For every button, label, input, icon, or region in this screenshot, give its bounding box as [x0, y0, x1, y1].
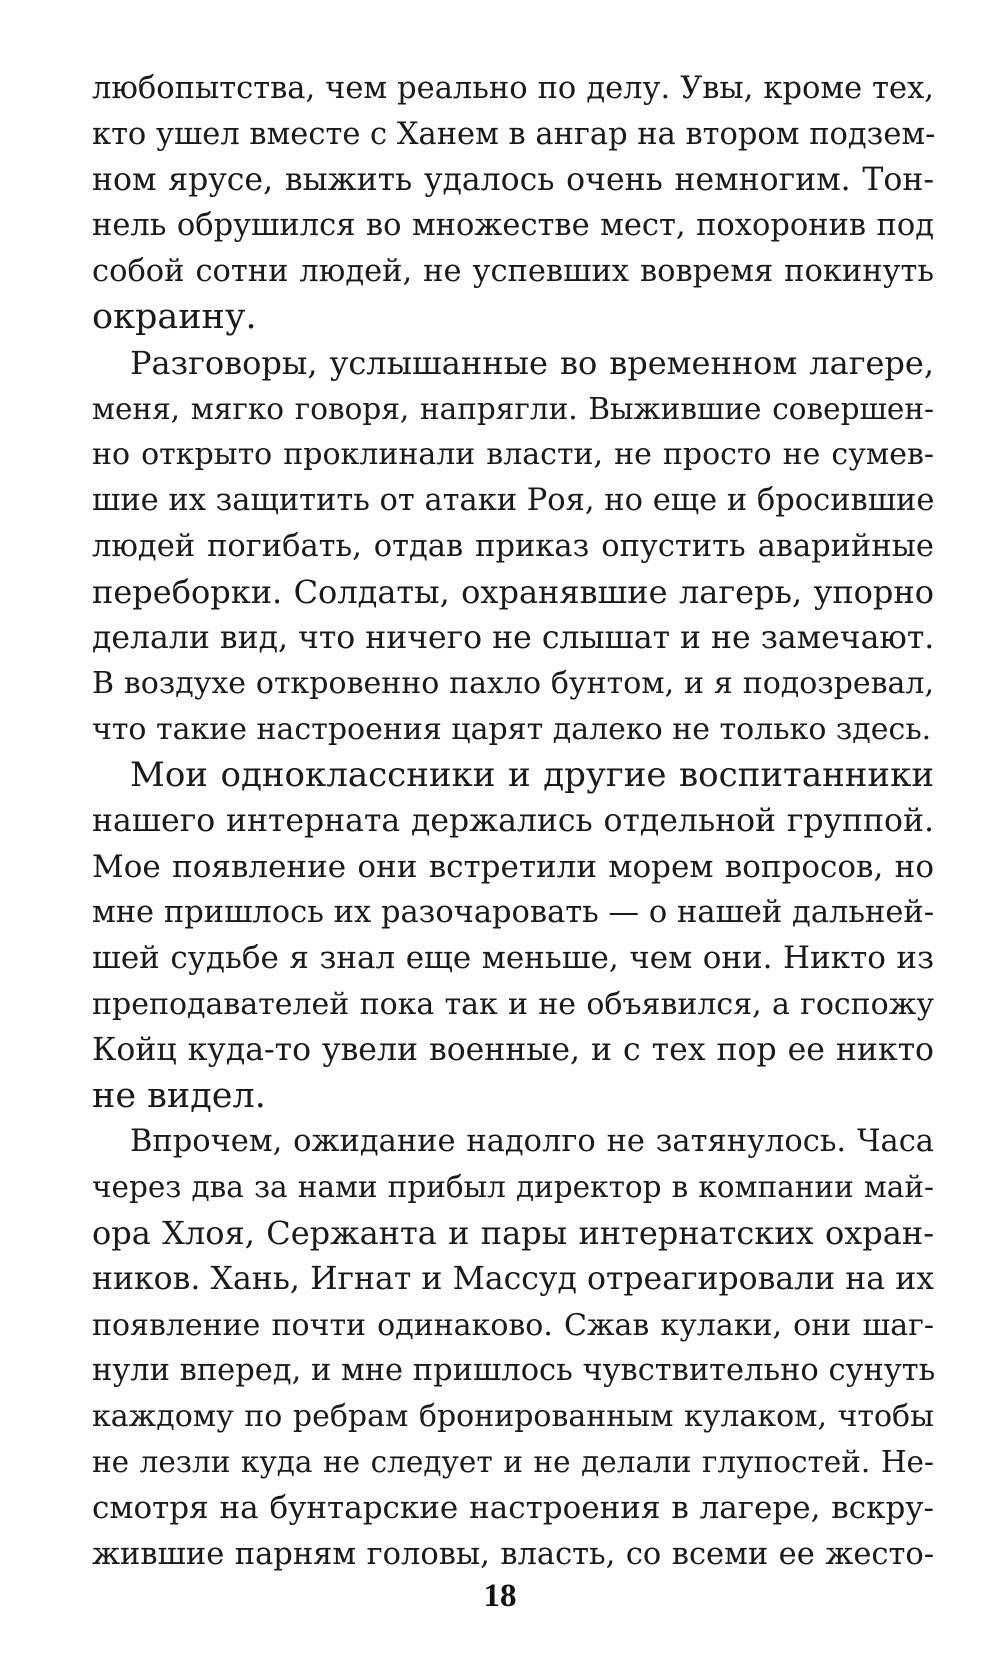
text-line: смотря на бунтарские настроения в лагере, вскру-	[92, 1489, 934, 1526]
text-line: переборки. Солдаты, охранявшие лагерь, упорно	[92, 572, 934, 611]
text-line: что такие настроения царят далеко не только здесь.	[92, 712, 932, 748]
text-line: ников. Хань, Игнат и Массуд отреагировали на их	[92, 1260, 934, 1297]
text-line: не лезли куда не следует и не делали глупостей. Не-	[92, 1444, 934, 1479]
text-line: шие их защитить от атаки Роя, но еще и бросившие	[92, 483, 935, 519]
text-line: нули вперед, и мне пришлось чувствительно сунуть	[92, 1353, 936, 1389]
body-text	[92, 66, 934, 1577]
text-line: Мои одноклассники и другие воспитанники	[130, 754, 934, 795]
page-number: 18	[483, 1578, 517, 1614]
text-line: появление почти одинаково. Сжав кулаки, они шаг-	[92, 1307, 934, 1343]
text-line: Впрочем, ожидание надолго не затянулось. Часа	[130, 1124, 934, 1160]
text-line: ном ярусе, выжить удалось очень немногим. Тон-	[92, 161, 934, 198]
text-line: делали вид, что ничего не слышат и не замечают.	[92, 619, 935, 656]
text-line: Мое появление они встретили морем вопросов, но	[92, 848, 934, 885]
text-line: нель обрушился во множестве мест, похоронив под	[92, 208, 934, 244]
text-line: шей судьбе я знал еще меньше, чем они. Никто из	[92, 940, 934, 977]
text-line: меня, мягко говоря, напрягли. Выжившие совершен-	[92, 391, 934, 426]
text-line: Койц куда-то увели военные, и с тех пор ее никто	[92, 1031, 934, 1068]
text-line: Разговоры, услышанные во временном лагере,	[130, 343, 934, 382]
text-line: через два за нами прибыл директор в компании май-	[92, 1170, 934, 1205]
text-line: окраину.	[92, 296, 257, 337]
text-line: но открыто проклинали власти, не просто не сумев-	[92, 437, 934, 473]
text-line: ора Хлоя, Сержанта и пары интернатских охран-	[92, 1213, 934, 1252]
text-line: людей погибать, отдав приказ опустить аварийные	[92, 528, 934, 564]
text-line: В воздухе откровенно пахло бунтом, и я подозревал,	[92, 666, 934, 702]
text-line: собой сотни людей, не успевших вовремя покинуть	[92, 254, 934, 290]
text-line: жившие парням головы, власть, со всеми ее жесто-	[92, 1536, 934, 1572]
text-line: мне пришлось их разочаровать — о нашей дальней-	[92, 895, 934, 931]
text-line: кто ушел вместе с Ханем в ангар на втором подзем-	[92, 116, 936, 152]
text-line: не видел.	[92, 1075, 266, 1116]
text-line: любопытства, чем реально по делу. Увы, кроме тех,	[92, 71, 934, 106]
text-line: каждому по ребрам бронированным кулаком, чтобы	[92, 1399, 934, 1435]
text-line: преподавателей пока так и не объявился, а госпожу	[92, 986, 934, 1022]
text-line: нашего интерната держались отдельной группой.	[92, 802, 934, 839]
